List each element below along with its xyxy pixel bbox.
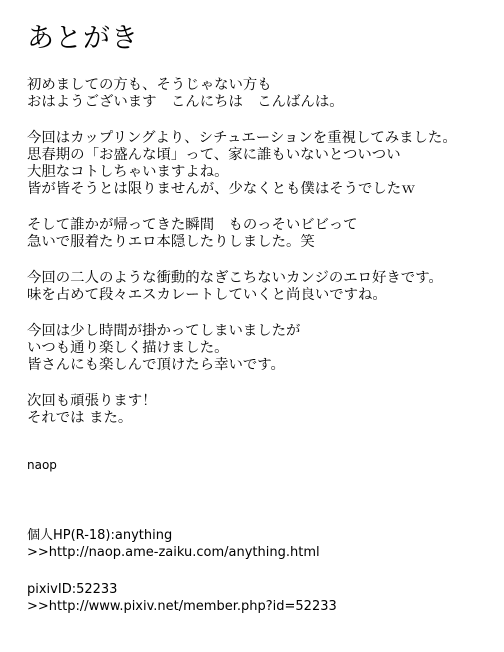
pixiv-link-group <box>27 581 497 615</box>
homepage-link-group <box>27 527 497 561</box>
pixiv-id-label: pixivID:52233 <box>27 582 118 597</box>
paragraph-someone-home <box>27 217 502 251</box>
text-line: 次回も頑張ります！ <box>27 393 157 409</box>
paragraph-situation <box>27 130 502 198</box>
text-line: おはようございます こんにちは こんばんは。 <box>27 94 344 110</box>
paragraph-thanks <box>27 323 502 374</box>
text-line: 味を占めて段々エスカレートしていくと尚良いですね。 <box>27 287 387 303</box>
pixiv-url-link[interactable]: >>http://www.pixiv.net/member.php?id=52233 <box>27 599 337 614</box>
homepage-label: 個人HP(R-18):anything <box>27 528 173 543</box>
text-line: 初めましての方も、そうじゃない方も <box>27 77 272 93</box>
text-line: 今回の二人のような衝動的なぎこちないカンジのエロ好きです。 <box>27 270 443 286</box>
afterword-body <box>27 77 502 446</box>
author-links <box>27 527 497 635</box>
text-line: 大胆なコトしちゃいますよね。 <box>27 164 229 180</box>
text-line: 今回はカップリングより、シチュエーションを重視してみました。 <box>27 130 457 146</box>
text-line: そして誰かが帰ってきた瞬間 ものっそいビビって <box>27 217 358 233</box>
text-line: 皆が皆そうとは限りませんが、少なくとも僕はそうでしたｗ <box>27 181 416 197</box>
text-line: 今回は少し時間が掛かってしまいましたが <box>27 323 301 339</box>
text-line: 皆さんにも楽しんで頂けたら幸いです。 <box>27 357 285 373</box>
author-signature: naop <box>27 458 57 472</box>
text-line: それでは また。 <box>27 410 133 426</box>
paragraph-greeting <box>27 77 502 111</box>
paragraph-closing <box>27 393 502 427</box>
text-line: いつも通り楽しく描けました。 <box>27 340 229 356</box>
paragraph-preference <box>27 270 502 304</box>
page-title: あとがき <box>27 23 139 54</box>
text-line: 急いで服着たりエロ本隠したりしました。笑 <box>27 234 315 250</box>
text-line: 思春期の「お盛んな頃」って、家に誰もいないとついつい <box>27 147 401 163</box>
homepage-url-link[interactable]: >>http://naop.ame-zaiku.com/anything.html <box>27 545 320 560</box>
